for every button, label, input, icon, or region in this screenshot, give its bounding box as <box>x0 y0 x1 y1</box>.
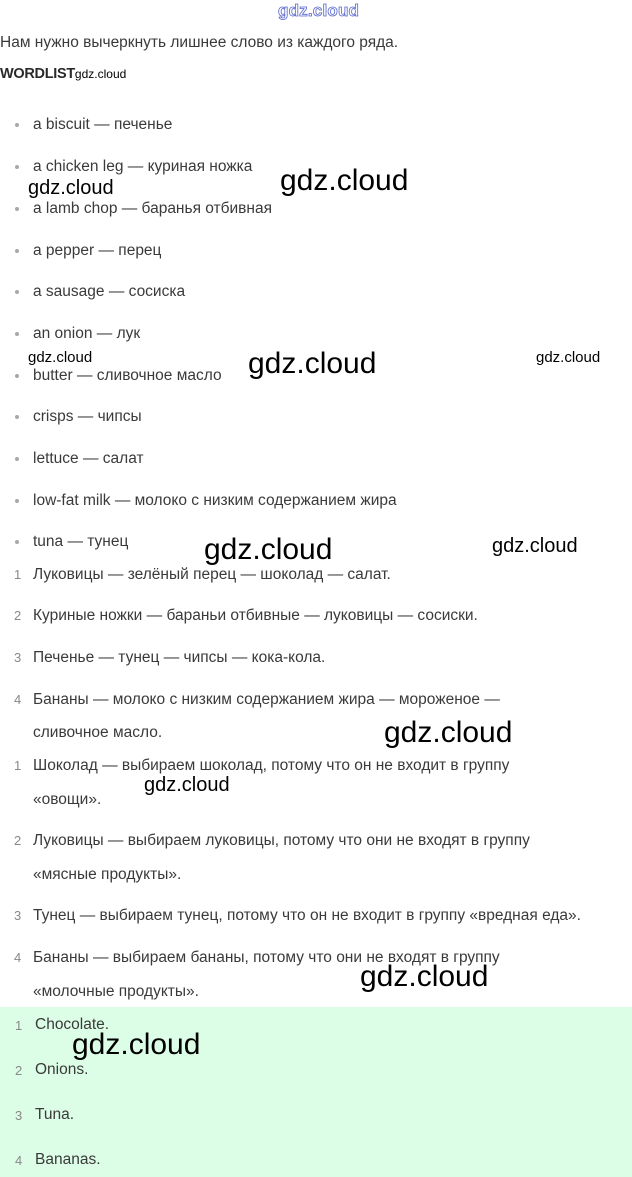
item-number: 4 <box>14 692 22 707</box>
item-number: 1 <box>14 567 22 582</box>
item-number: 4 <box>14 950 22 965</box>
item-number: 3 <box>14 650 22 665</box>
explanation-text-continued: «молочные продукты». <box>33 983 199 1000</box>
item-number: 2 <box>15 1063 23 1078</box>
answer-text: Onions. <box>35 1061 89 1078</box>
watermark: gdz.cloud <box>72 1028 201 1061</box>
item-number: 4 <box>15 1153 23 1168</box>
watermark: gdz.cloud <box>144 774 230 796</box>
watermark: gdz.cloud <box>248 347 377 380</box>
watermark: gdz.cloud <box>204 533 333 566</box>
watermark: gdz.cloud <box>492 535 578 557</box>
wordlist-heading: WORDLIST <box>0 66 75 82</box>
bullet-icon <box>15 123 19 127</box>
item-number: 2 <box>14 608 22 623</box>
inline-watermark: gdz.cloud <box>74 67 127 81</box>
bullet-icon <box>15 457 19 461</box>
explanation-text: Луковицы — выбираем луковицы, потому что они не входят в группу <box>33 832 530 849</box>
answer-text: Bananas. <box>35 1151 101 1168</box>
item-number: 1 <box>14 758 22 773</box>
row-text: Луковицы — зелёный перец — шоколад — салат. <box>33 566 391 583</box>
watermark: gdz.cloud <box>28 349 93 366</box>
explanation-text: Бананы — выбираем бананы, потому что они не входят в группу <box>33 949 500 966</box>
explanation-text-continued: «овощи». <box>33 791 102 808</box>
watermark: gdz.cloud <box>384 716 513 749</box>
bullet-icon <box>15 499 19 503</box>
row-text: Печенье — тунец — чипсы — кока-кола. <box>33 649 326 666</box>
watermark: gdz.cloud <box>360 960 489 993</box>
explanation-text-continued: «мясные продукты». <box>33 866 182 883</box>
bullet-icon <box>15 290 19 294</box>
watermark: gdz.cloud <box>536 349 601 366</box>
item-number: 3 <box>14 908 22 923</box>
top-watermark: gdz.cloud <box>278 1 360 20</box>
bullet-icon <box>15 165 19 169</box>
explanation-text: Шоколад — выбираем шоколад, потому что он не входит в группу <box>33 757 510 774</box>
row-text: Куриные ножки — бараньи отбивные — луковицы — сосиски. <box>33 607 478 624</box>
answer-text: Chocolate. <box>35 1016 110 1033</box>
item-number: 2 <box>14 833 22 848</box>
row-text: Бананы — молоко с низким содержанием жира — мороженое — <box>33 691 500 708</box>
bullet-icon <box>15 374 19 378</box>
answer-text: Tuna. <box>35 1106 75 1123</box>
watermark: gdz.cloud <box>280 164 409 197</box>
row-text-continued: сливочное масло. <box>33 724 163 741</box>
watermark: gdz.cloud <box>28 177 114 199</box>
bullet-icon <box>15 207 19 211</box>
item-number: 3 <box>15 1108 23 1123</box>
wordlist-title <box>0 66 126 82</box>
bullet-icon <box>15 332 19 336</box>
bullet-icon <box>15 249 19 253</box>
bullet-icon <box>15 415 19 419</box>
item-number: 1 <box>15 1018 23 1033</box>
intro-text: Нам нужно вычеркнуть лишнее слово из каждого ряда. <box>0 34 399 51</box>
bullet-icon <box>15 540 19 544</box>
explanation-text: Тунец — выбираем тунец, потому что он не входит в группу «вредная еда». <box>33 907 581 924</box>
